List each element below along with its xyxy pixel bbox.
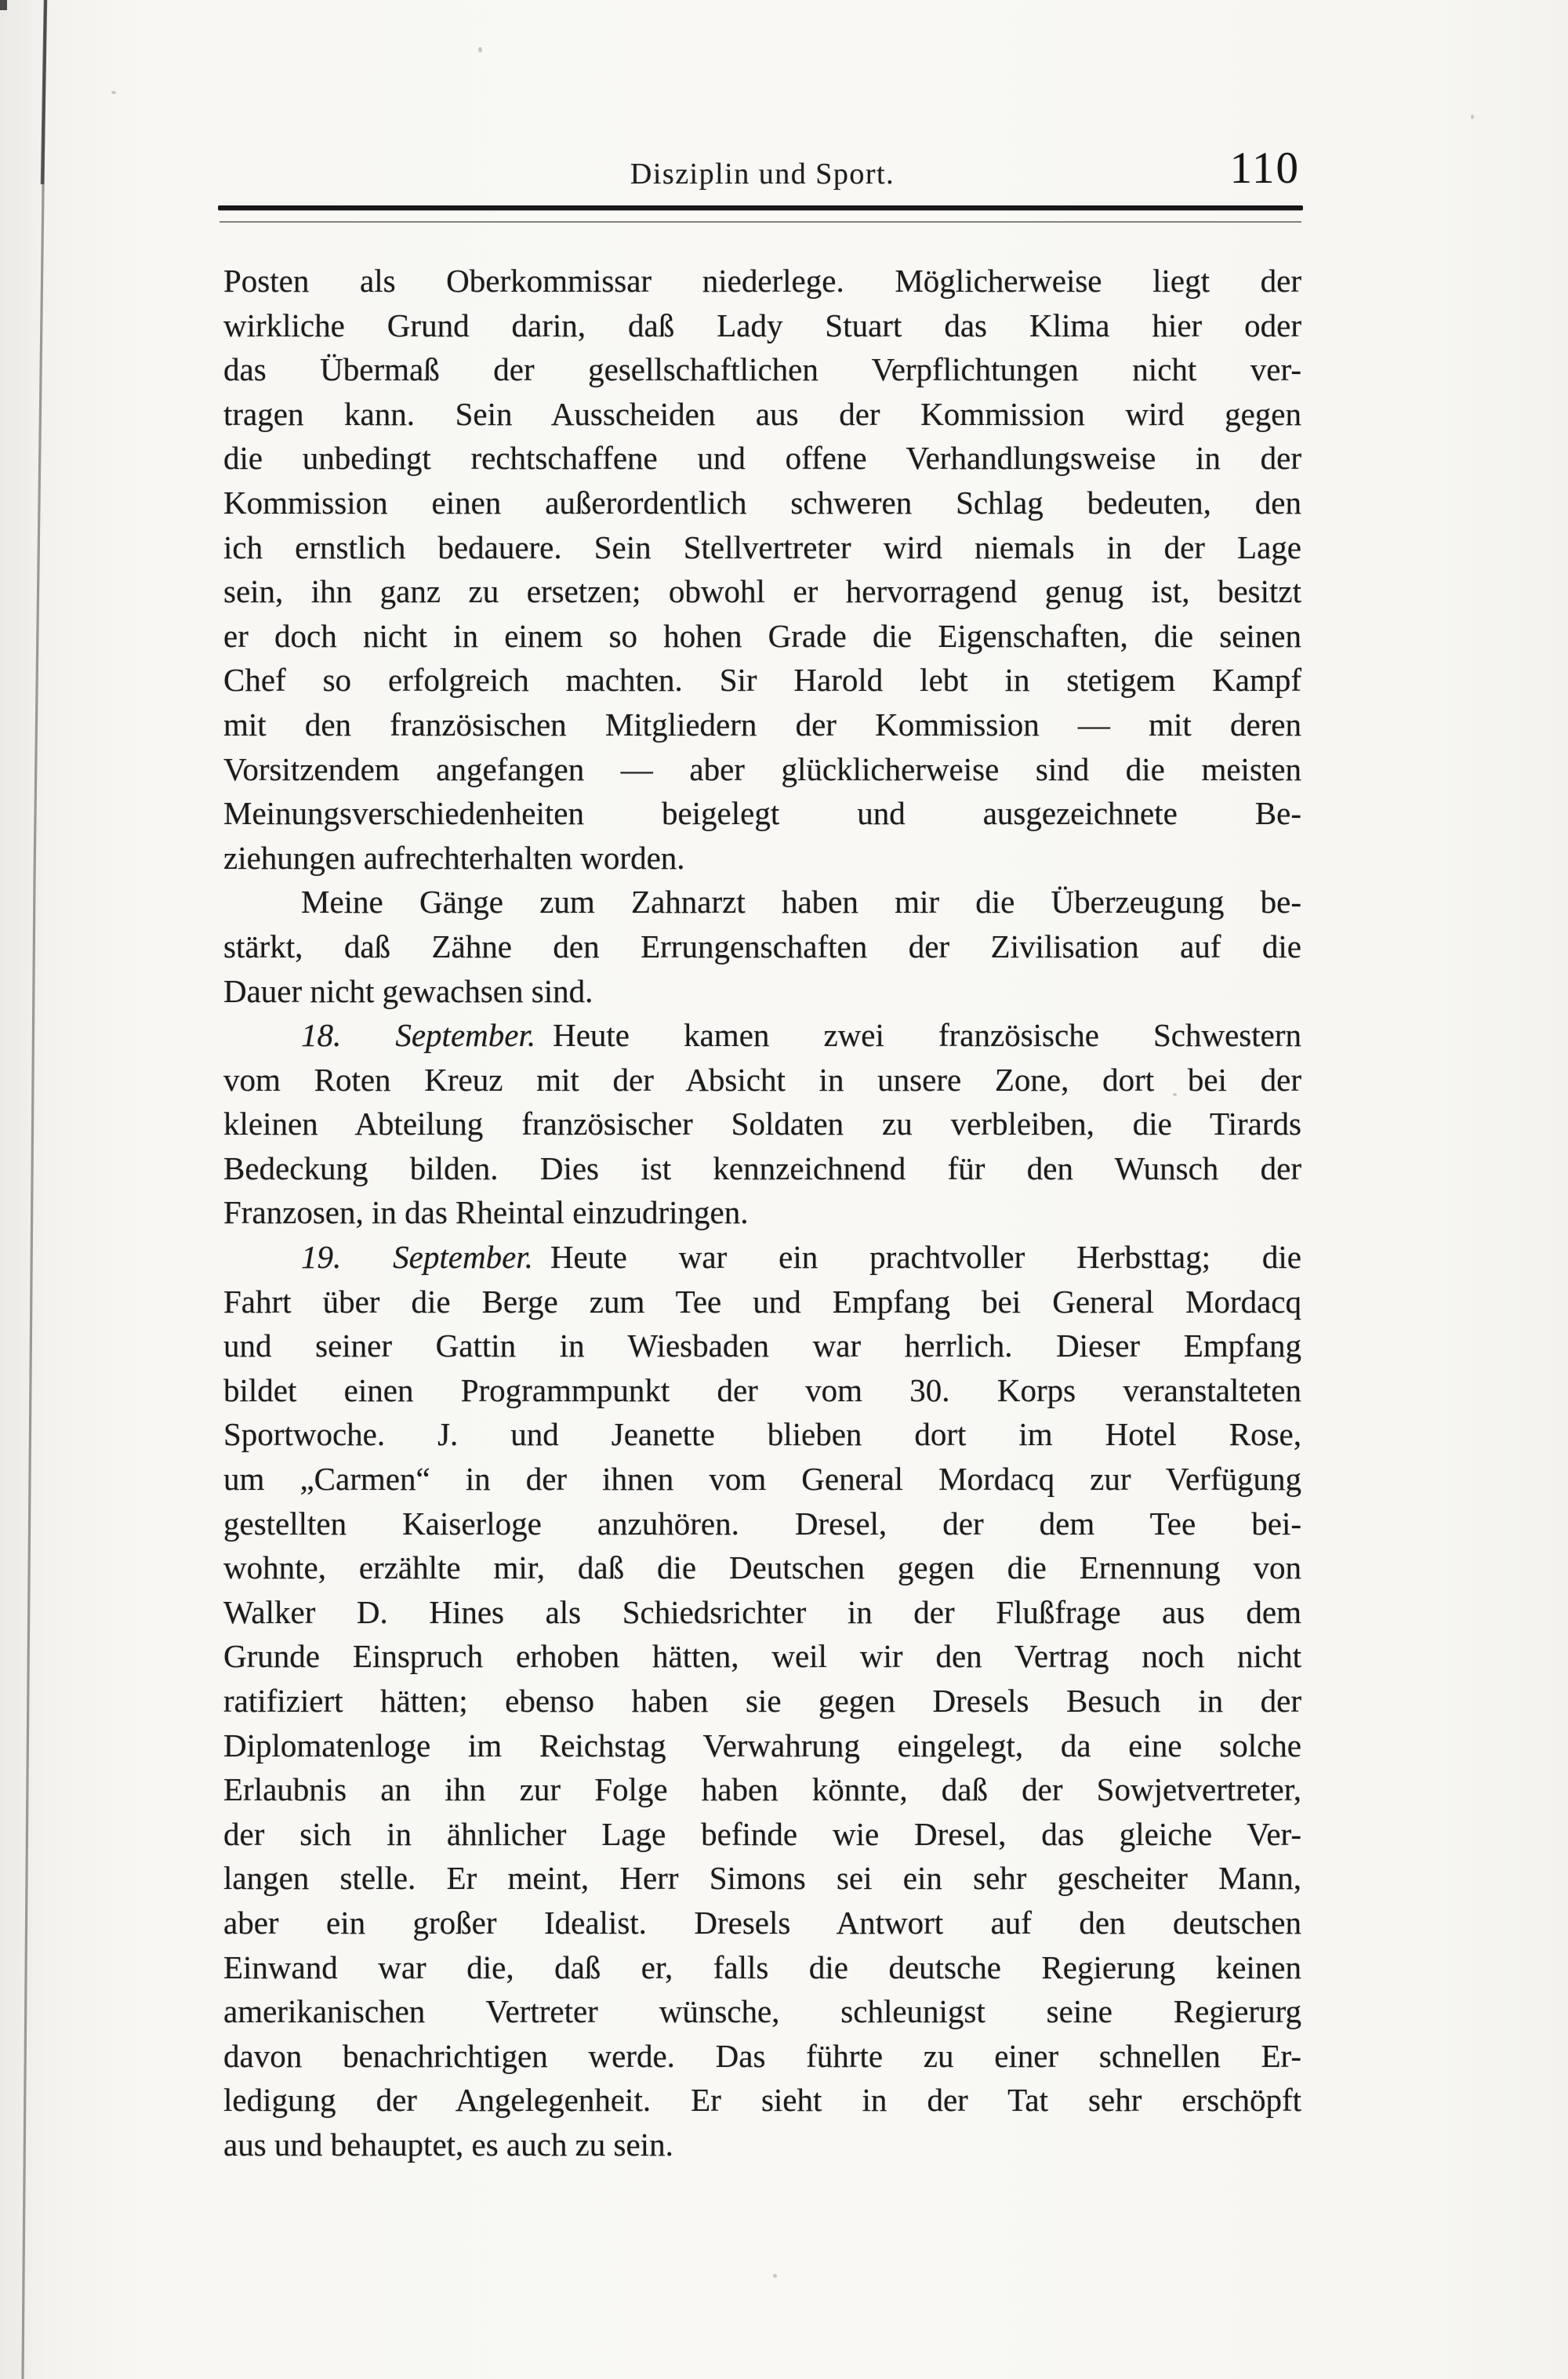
text-line: ledigung der Angelegenheit. Er sieht in der Tat sehr erschöpft (223, 2082, 1301, 2119)
text-line: Vorsitzendem angefangen — aber glücklicherweise sind die meisten (223, 750, 1301, 787)
paragraph (223, 259, 1301, 880)
scan-speck (111, 91, 116, 94)
text-line: er doch nicht in einem so hohen Grade die Eigenschaften, die seinen (223, 617, 1301, 654)
text-line: Diplomatenloge im Reichstag Verwahrung eingelegt, da eine solche (223, 1727, 1301, 1763)
text-line: Fahrt über die Berge zum Tee und Empfang bei General Mordacq (223, 1283, 1301, 1320)
text-line: das Übermaß der gesellschaftlichen Verpflichtungen nicht ver- (223, 351, 1301, 388)
page-number: 110 (1229, 143, 1300, 193)
chapter-title: Disziplin und Sport. (630, 158, 895, 191)
text-line: gestellten Kaiserloge anzuhören. Dresel, der dem Tee bei- (223, 1505, 1301, 1542)
text-line: Grunde Einspruch erhoben hätten, weil wir den Vertrag noch nicht (223, 1638, 1301, 1675)
scan-speck (773, 2274, 777, 2278)
text-line: sein, ihn ganz zu ersetzen; obwohl er hervorragend genug ist, besitzt (223, 573, 1301, 610)
scan-speck (1471, 114, 1474, 119)
text-line: Bedeckung bilden. Dies ist kennzeichnend für den Wunsch der (223, 1150, 1301, 1186)
text-line: tragen kann. Sein Ausscheiden aus der Kommission wird gegen (223, 395, 1301, 432)
text-line: Meine Gänge zum Zahnarzt haben mir die Überzeugung be- (301, 884, 1301, 921)
text-line: der sich in ähnlicher Lage befinde wie Dresel, das gleiche Ver- (223, 1815, 1301, 1852)
text-line: ratifiziert hätten; ebenso haben sie gegen Dresels Besuch in der (223, 1683, 1301, 1719)
text-line: ich ernstlich bedauere. Sein Stellvertreter wird niemals in der Lage (223, 528, 1301, 565)
text-line: um „Carmen“ in der ihnen vom General Mordacq zur Verfügung (223, 1461, 1301, 1498)
paragraph (223, 1235, 1301, 2167)
header-rule-thin (220, 221, 1301, 223)
text-line: davon benachrichtigen werde. Das führte zu einer schnellen Er- (223, 2037, 1301, 2074)
text-line: stärkt, daß Zähne den Errungenschaften der Zivilisation auf die (223, 928, 1301, 964)
text-line: 18. September. Heute kamen zwei französische Schwestern (301, 1017, 1301, 1054)
text-line: aber ein großer Idealist. Dresels Antwort auf den deutschen (223, 1904, 1301, 1941)
text-line: mit den französischen Mitgliedern der Kommission — mit deren (223, 706, 1301, 743)
text-line: Posten als Oberkommissar niederlege. Möglicherweise liegt der (223, 263, 1301, 299)
text-line: bildet einen Programmpunkt der vom 30. Korps veranstalteten (223, 1371, 1301, 1408)
text-line: langen stelle. Er meint, Herr Simons sei ein sehr gescheiter Mann, (223, 1860, 1301, 1897)
text-line: vom Roten Kreuz mit der Absicht in unsere Zone, dort bei der (223, 1061, 1301, 1098)
header-rule-thick (218, 205, 1303, 210)
date-lead-italic: 18. September. (301, 1017, 536, 1054)
body-text-block (223, 259, 1301, 2167)
text-line: und seiner Gattin in Wiesbaden war herrlich. Dieser Empfang (223, 1328, 1301, 1364)
text-line: Sportwoche. J. und Jeanette blieben dort im Hotel Rose, (223, 1416, 1301, 1453)
running-header (223, 143, 1301, 201)
text-line: Chef so erfolgreich machten. Sir Harold lebt in stetigem Kampf (223, 662, 1301, 699)
text-line: wohnte, erzählte mir, daß die Deutschen gegen die Ernennung von (223, 1549, 1301, 1586)
paragraph (223, 880, 1301, 1013)
text-line: kleinen Abteilung französischer Soldaten zu verbleiben, die Tirards (223, 1106, 1301, 1142)
text-line: Dauer nicht gewachsen sind. (223, 972, 593, 1009)
text-line: ziehungen aufrechterhalten worden. (223, 839, 685, 876)
text-line: aus und behauptet, es auch zu sein. (223, 2126, 673, 2163)
text-line: 19. September. Heute war ein prachtvoller Herbsttag; die (301, 1239, 1301, 1276)
text-line: Erlaubnis an ihn zur Folge haben könnte, daß der Sowjetvertreter, (223, 1771, 1301, 1808)
text-line: wirkliche Grund darin, daß Lady Stuart das Klima hier oder (223, 307, 1301, 343)
text-line: amerikanischen Vertreter wünsche, schleunigst seine Regierurg (223, 1993, 1301, 2030)
text-line: Franzosen, in das Rheintal einzudringen. (223, 1194, 749, 1231)
text-line: die unbedingt rechtschaffene und offene Verhandlungsweise in der (223, 440, 1301, 477)
scan-corner-mark (0, 0, 7, 10)
text-line: Einwand war die, daß er, falls die deutsche Regierung keinen (223, 1949, 1301, 1985)
paragraph (223, 1013, 1301, 1235)
text-line: Walker D. Hines als Schiedsrichter in der Flußfrage aus dem (223, 1593, 1301, 1630)
text-line: Meinungsverschiedenheiten beigelegt und ausgezeichnete Be- (223, 795, 1301, 832)
text-line: Kommission einen außerordentlich schweren Schlag bedeuten, den (223, 484, 1301, 521)
scan-speck (478, 47, 482, 53)
date-lead-italic: 19. September. (301, 1239, 533, 1276)
